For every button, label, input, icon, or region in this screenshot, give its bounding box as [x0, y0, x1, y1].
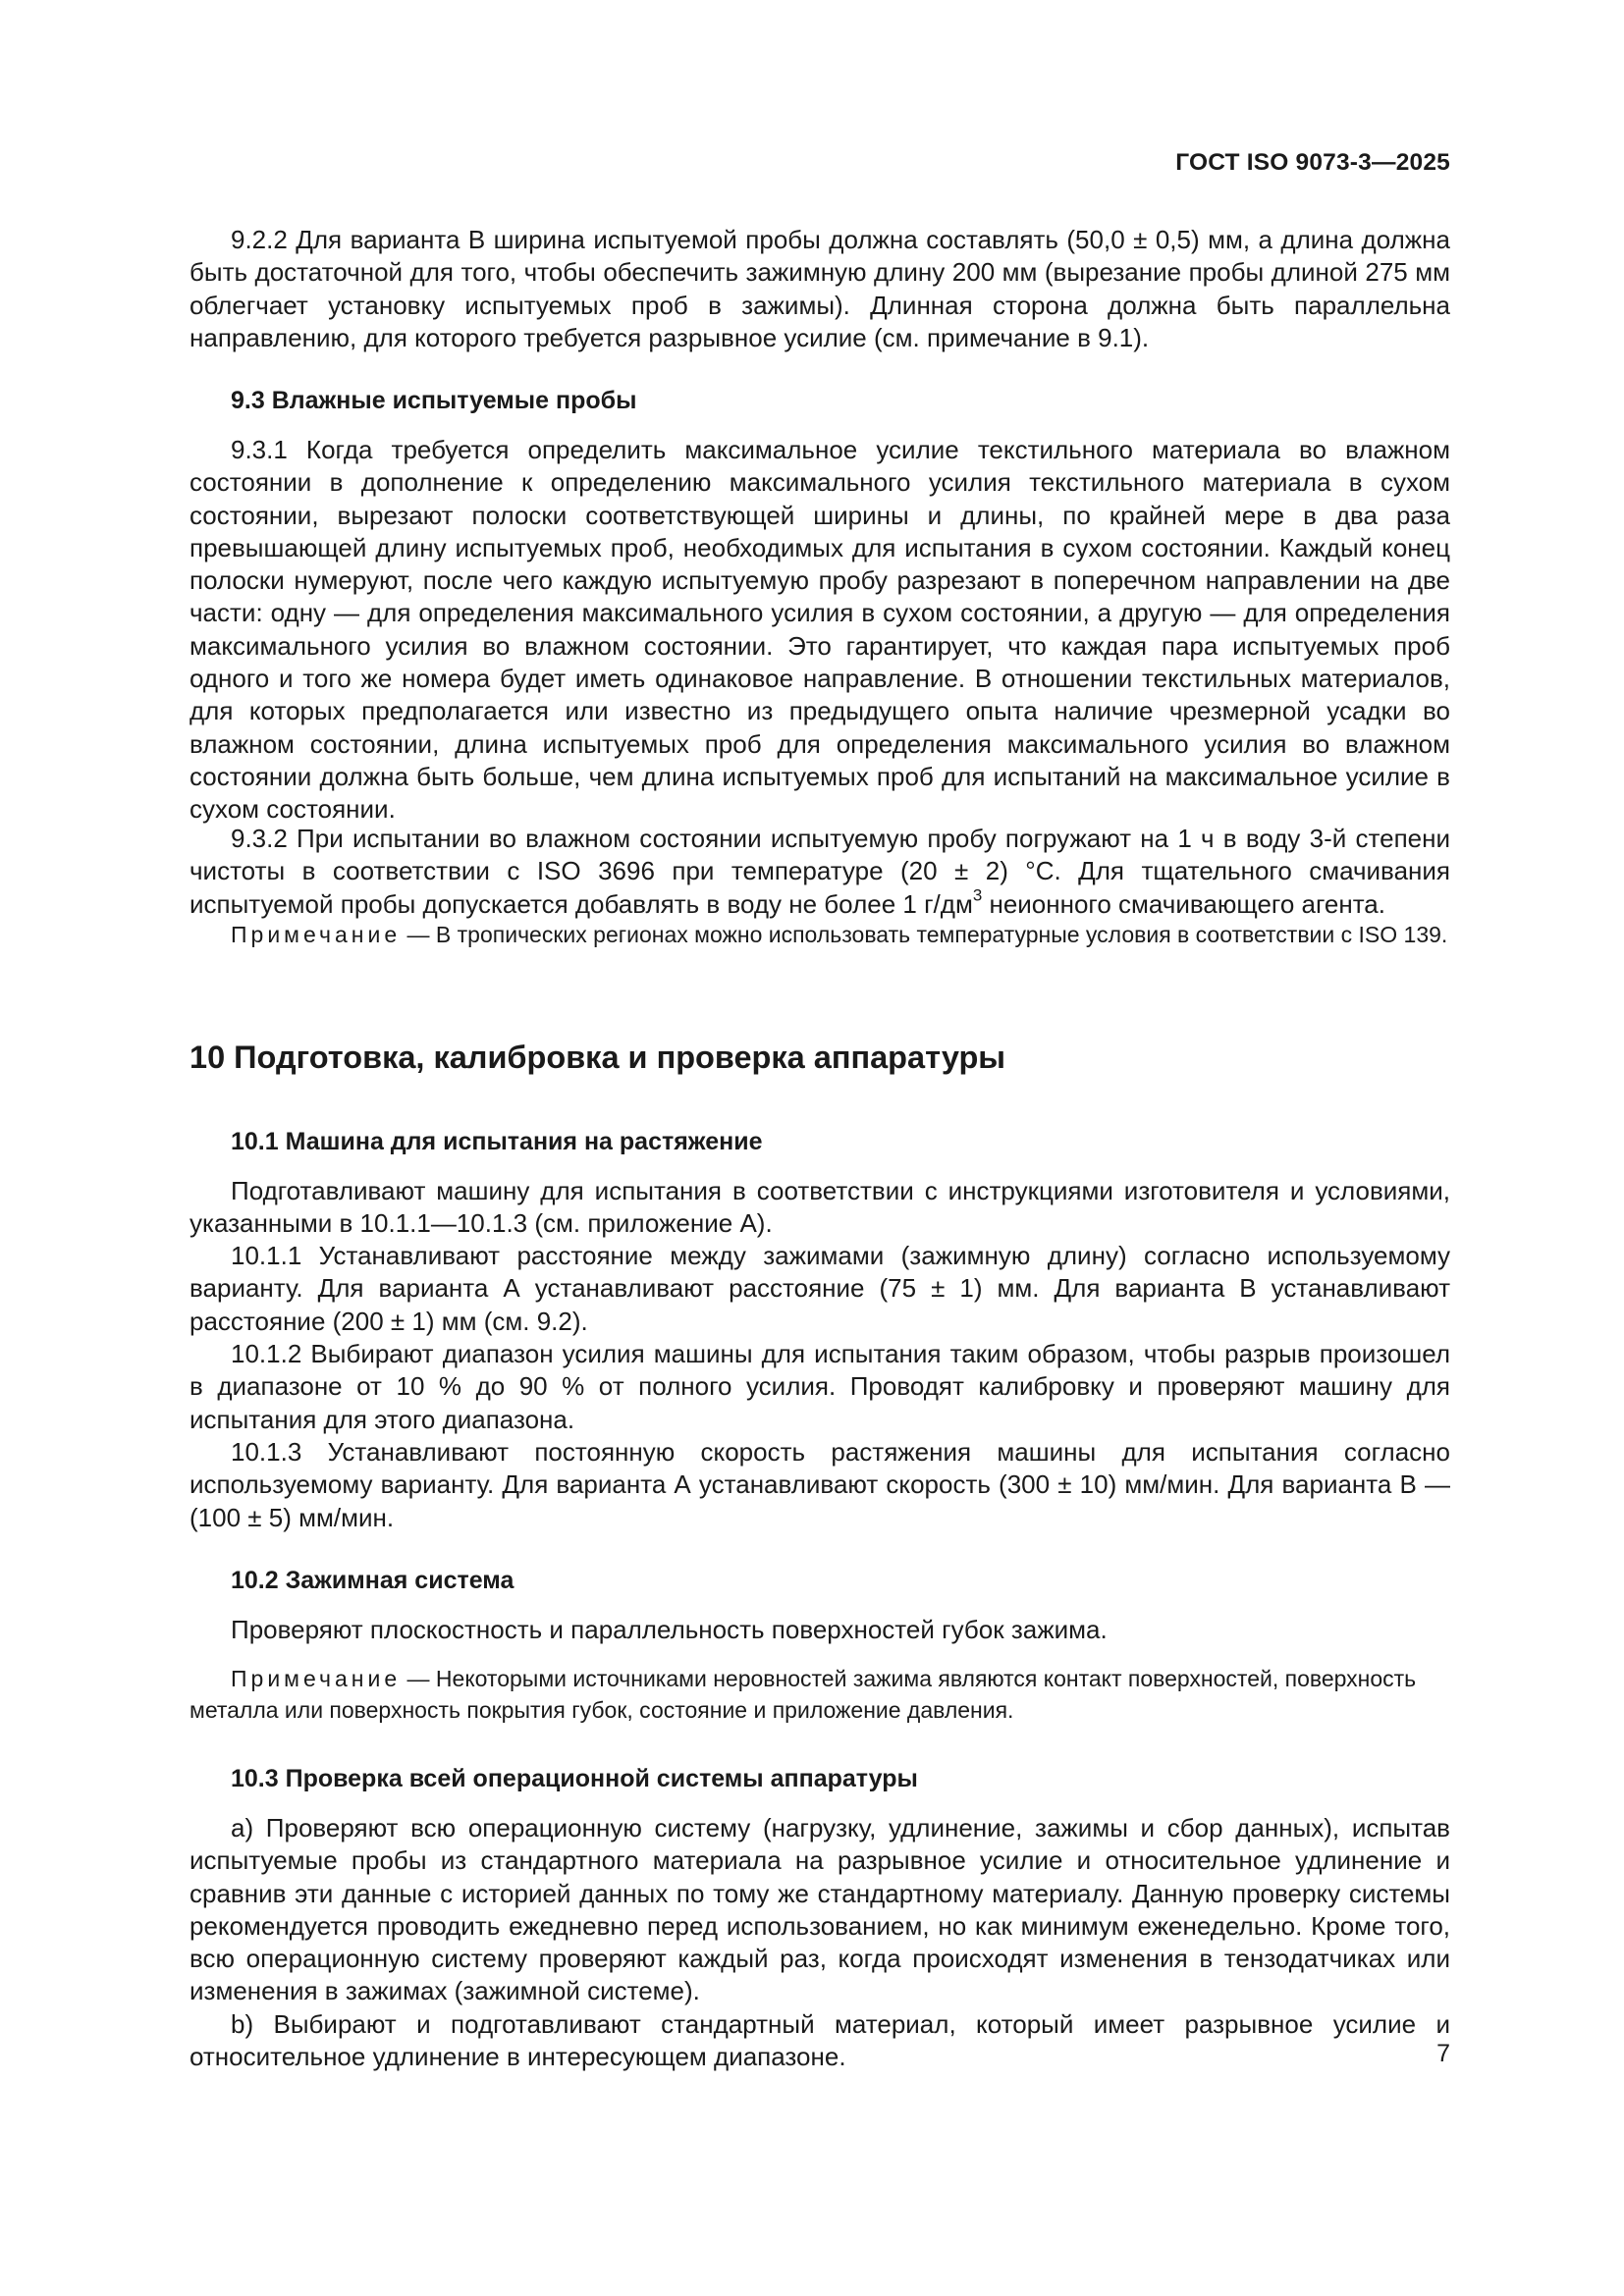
text-run: неионного смачивающего агента.	[982, 888, 1385, 919]
paragraph-9-3-2	[189, 823, 1450, 921]
paragraph-10-2	[189, 1614, 1450, 1646]
heading-10-1	[189, 1126, 1450, 1157]
paragraph-10-1-intro	[189, 1175, 1450, 1241]
heading-9-3	[189, 385, 1450, 416]
paragraph-text: 9.3.1 Когда требуется определить максимальное усилие текстильного материала во влажном состоянии в дополнение к определению максимального усилия текстильного материала в сухом состоянии, вырезают полоски соответствующей ширины и длины, по крайней мере в два раза превышающей длину испытуемых проб, необходимых для испытания в сухом состоянии. Каждый конец полоски нумеруют, после чего каждую испытуемую пробу разрезают в поперечном направлении на две части: одну — для определения максимального усилия в сухом состоянии, а другую — для определения максимального усилия во влажном состоянии. Это гарантирует, что каждая пара испытуемых проб одного и того же номера будет иметь одинаковое направление. В отношении текстильных материалов, для которых предполагается или известно из предыдущего опыта наличие чрезмерной усадки во влажном состоянии, длина испытуемых проб для определения максимального усилия во влажном состоянии должна быть больше, чем длина испытуемых проб для испытаний на максимальное усилие в сухом состоянии.	[189, 435, 1450, 825]
section-heading: 10.2 Зажимная система	[231, 1567, 514, 1594]
section-heading: 10.1 Машина для испытания на растяжение	[231, 1128, 763, 1155]
chapter-heading: 10 Подготовка, калибровка и проверка аппаратуры	[189, 1040, 1006, 1075]
section-heading: 10.3 Проверка всей операционной системы аппаратуры	[231, 1765, 918, 1792]
heading-10-3	[189, 1763, 1450, 1794]
paragraph-10-1-3	[189, 1436, 1450, 1534]
paragraph-text	[189, 823, 1450, 921]
note-2	[189, 1663, 1450, 1726]
paragraph-9-2-2	[189, 224, 1450, 354]
paragraph-text: Подготавливают машину для испытания в соответствии с инструкциями изготовителя и условиями, указанными в 10.1.1—10.1.3 (см. приложение А).	[189, 1176, 1450, 1239]
heading-10-2	[189, 1565, 1450, 1596]
note-label: Примечание	[231, 1666, 402, 1691]
paragraph-text: Проверяют плоскостность и параллельность поверхностей губок зажима.	[231, 1615, 1108, 1644]
section-heading: 9.3 Влажные испытуемые пробы	[231, 387, 637, 414]
paragraph-10-3-b	[189, 2008, 1450, 2074]
paragraph-text: b) Выбирают и подготавливают стандартный материал, который имеет разрывное усилие и относительное удлинение в интересующем диапазоне.	[189, 2009, 1450, 2072]
paragraph-10-1-2	[189, 1338, 1450, 1436]
paragraph-text: 10.1.2 Выбирают диапазон усилия машины для испытания таким образом, чтобы разрыв произошел в диапазоне от 10 % до 90 % от полного усилия. Проводят калибровку и проверяют машину для испытания для этого диапазона.	[189, 1339, 1450, 1434]
note-text	[189, 919, 1450, 950]
note-label: Примечание	[231, 922, 402, 947]
note-1	[189, 919, 1450, 950]
note-text	[189, 1663, 1450, 1726]
note-body: — Некоторыми источниками неровностей зажима являются контакт поверхностей, поверхность металла или поверхность покрытия губок, состояние и приложение давления.	[189, 1666, 1417, 1723]
paragraph-10-1-1	[189, 1240, 1450, 1338]
paragraph-text: 10.1.1 Устанавливают расстояние между зажимами (зажимную длину) согласно используемому варианту. Для варианта А устанавливают расстояние (75 ± 1) мм. Для варианта B устанавливают расстояние (200 ± 1) мм (см. 9.2).	[189, 1241, 1450, 1336]
heading-10	[189, 1038, 1450, 1077]
superscript: 3	[972, 884, 983, 904]
paragraph-text: 10.1.3 Устанавливают постоянную скорость растяжения машины для испытания согласно используемому варианту. Для варианта А устанавливают скорость (300 ± 10) мм/мин. Для варианта B — (100 ± 5) мм/мин.	[189, 1437, 1450, 1532]
page-number: 7	[1436, 2040, 1450, 2067]
paragraph-text: a) Проверяют всю операционную систему (нагрузку, удлинение, зажимы и сбор данных), испытав испытуемые пробы из стандартного материала на разрывное усилие и относительное удлинение и сравнив эти данные с историей данных по тому же стандартному материалу. Данную проверку системы рекомендуется проводить ежедневно перед использованием, но как минимум еженедельно. Кроме того, всю операционную систему проверяют каждый раз, когда происходят изменения в тензодатчиках или изменения в зажимах (зажимной системе).	[189, 1813, 1450, 2006]
document-header: ГОСТ ISO 9073-3—2025	[1175, 149, 1450, 176]
paragraph-10-3-a	[189, 1812, 1450, 2008]
paragraph-text: 9.2.2 Для варианта B ширина испытуемой пробы должна составлять (50,0 ± 0,5) мм, а длина должна быть достаточной для того, чтобы обеспечить зажимную длину 200 мм (вырезание пробы длиной 275 мм облегчает установку испытуемых проб в зажимы). Длинная сторона должна быть параллельна направлению, для которого требуется разрывное усилие (см. примечание в 9.1).	[189, 225, 1450, 352]
paragraph-9-3-1	[189, 434, 1450, 827]
note-body: — В тропических регионах можно использовать температурные условия в соответствии с ISO 139.	[401, 922, 1448, 947]
text-run: 9.3.2 При испытании во влажном состоянии испытуемую пробу погружают на 1 ч в воду 3-й степени чистоты в соответствии с ISO 3696 при температуре (20 ± 2) °С. Для тщательного смачивания испытуемой пробы допускается добавлять в воду не более 1 г/дм	[189, 824, 1450, 919]
